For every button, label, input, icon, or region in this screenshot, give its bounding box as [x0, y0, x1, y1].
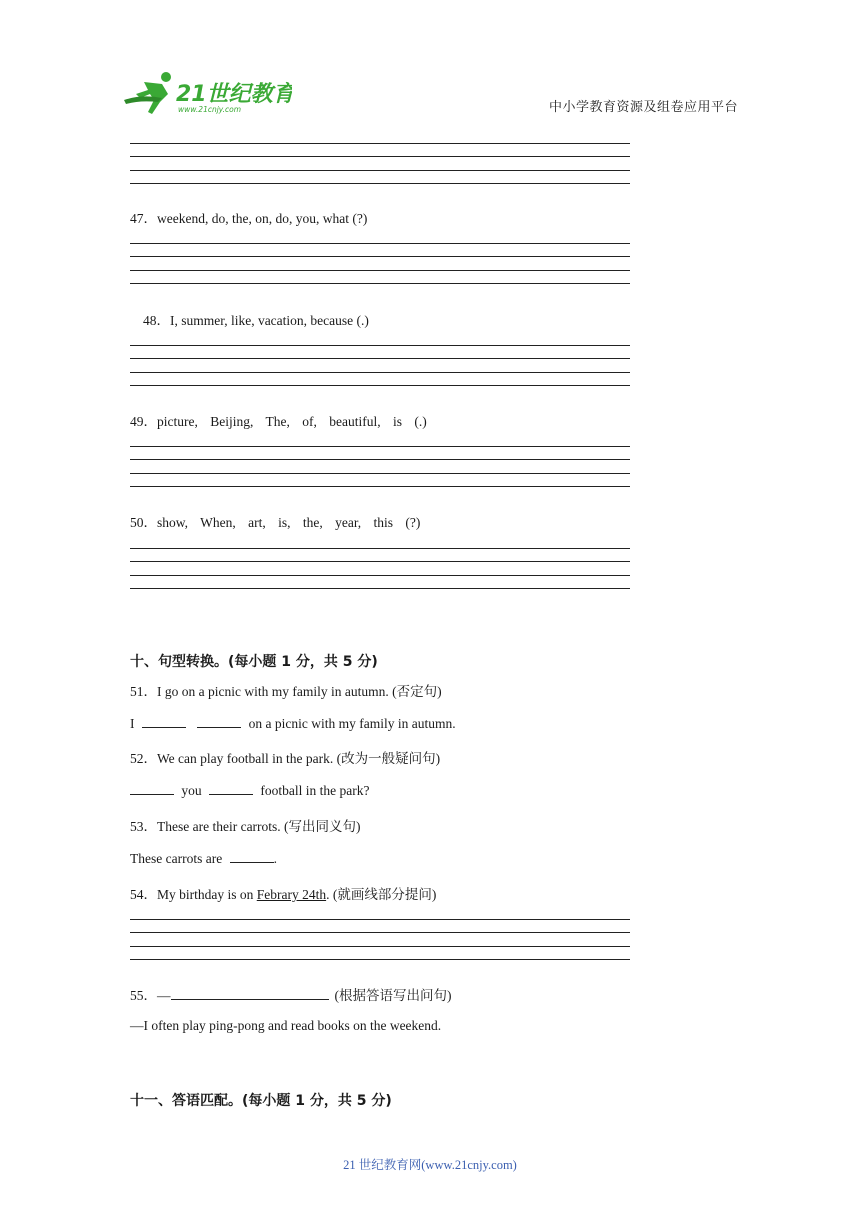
blank-field[interactable] [209, 781, 253, 795]
question-47 [130, 207, 367, 227]
footer-link[interactable]: 21 世纪教育网(www.21cnjy.com) [343, 1158, 517, 1172]
answer-text: These carrots are [130, 851, 223, 866]
question-number: 54． [130, 887, 157, 902]
question-number: 52． [130, 751, 157, 766]
question-54 [130, 883, 436, 903]
header-platform-text: 中小学教育资源及组卷应用平台 [549, 99, 739, 114]
answer-53 [130, 849, 277, 867]
question-text: show, When, art, is, the, year, this (?) [157, 515, 421, 530]
answer-text: you [181, 783, 202, 798]
question-hint: (根据答语写出问句) [334, 988, 452, 1003]
question-text: picture, Beijing, The, of, beautiful, is (.) [157, 414, 427, 429]
section-10-title: 十、句型转换。(每小题 1 分，共 5 分) [130, 654, 378, 670]
site-logo [122, 70, 292, 116]
question-text: We can play football in the park. (改为一般疑问句) [157, 751, 441, 766]
answer-lines-54[interactable] [130, 919, 630, 960]
answer-text: . [273, 851, 277, 866]
runner-logo-icon [122, 70, 292, 116]
question-50 [130, 511, 420, 531]
answer-lines-48[interactable] [130, 345, 630, 386]
question-number: 47． [130, 211, 157, 226]
underlined-phrase: Febrary 24th [256, 887, 327, 902]
blank-field[interactable] [197, 714, 241, 728]
answer-lines-46[interactable] [130, 143, 630, 184]
logo-title: 21世纪教育 [176, 82, 292, 107]
question-text: I, summer, like, vacation, because (.) [170, 313, 369, 328]
question-text: I go on a picnic with my family in autumn. (否定句) [157, 684, 442, 699]
question-number: 53． [130, 819, 157, 834]
question-55 [130, 984, 452, 1004]
question-number: 49． [130, 414, 157, 429]
logo-url: www.21cnjy.com [178, 105, 242, 114]
answer-text: football in the park? [260, 783, 370, 798]
question-number: 51． [130, 684, 157, 699]
blank-field[interactable] [230, 849, 274, 863]
answer-text: I [130, 716, 135, 731]
blank-field[interactable] [130, 781, 174, 795]
question-text: These are their carrots. (写出同义句) [157, 819, 361, 834]
question-52 [130, 747, 440, 767]
question-number: 55． [130, 988, 157, 1003]
question-53 [130, 815, 361, 835]
question-text: My birthday is on [157, 887, 257, 902]
blank-field[interactable] [171, 986, 329, 1000]
answer-lines-47[interactable] [130, 243, 630, 284]
question-49 [130, 410, 427, 430]
answer-51 [130, 714, 456, 732]
question-text: weekend, do, the, on, do, you, what (?) [157, 211, 368, 226]
question-51 [130, 680, 442, 700]
question-number: 50． [130, 515, 157, 530]
question-48 [143, 309, 369, 329]
answer-55: —I often play ping-pong and read books on the weekend. [130, 1018, 442, 1033]
question-number: 48． [143, 313, 170, 328]
answer-lines-49[interactable] [130, 446, 630, 487]
answer-52 [130, 781, 369, 799]
blank-field[interactable] [142, 714, 186, 728]
answer-text: on a picnic with my family in autumn. [248, 716, 456, 731]
question-text: . (就画线部分提问) [326, 887, 437, 902]
section-11-title: 十一、答语匹配。(每小题 1 分，共 5 分) [130, 1093, 392, 1109]
dash: — [157, 988, 171, 1003]
answer-lines-50[interactable] [130, 548, 630, 589]
